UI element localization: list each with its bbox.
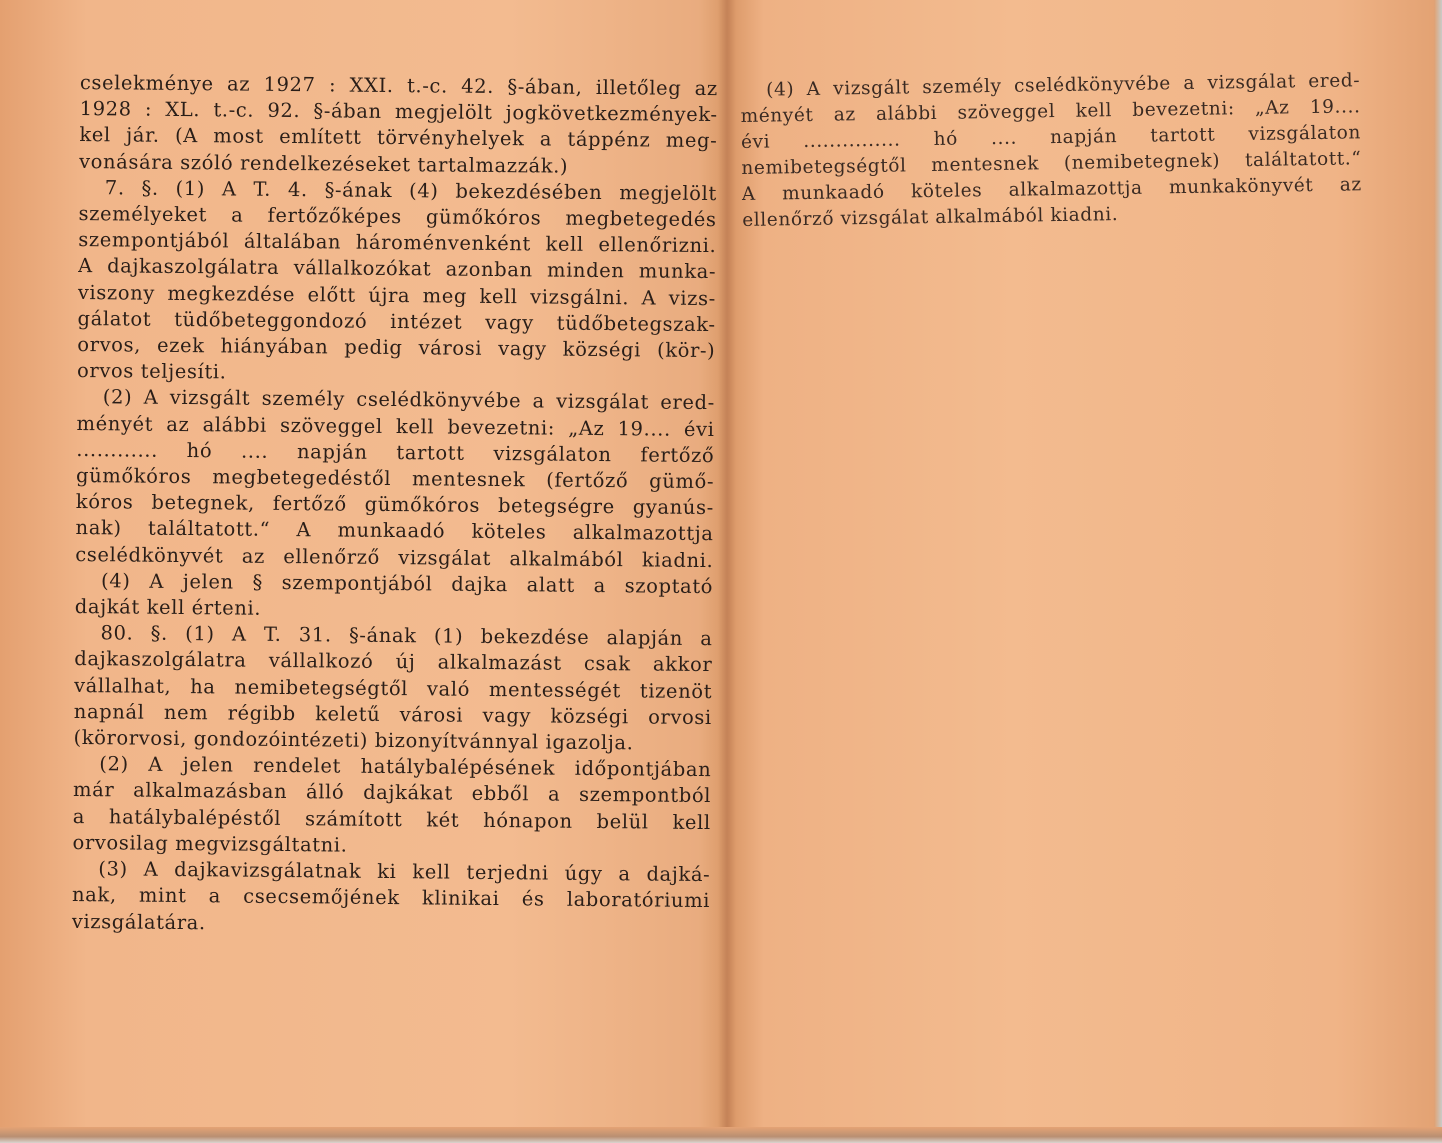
text-line: orvosilag megvizsgáltatni.: [72, 830, 348, 857]
text-line: nak, mint a csecsemőjének klinikai és laboratóriumi: [71, 883, 711, 913]
text-line: vállalhat, ha nemibetegségtől való mentességét tizenöt: [73, 673, 713, 703]
text-line: napnál nem régibb keletű városi vagy községi orvosi: [73, 699, 712, 729]
text-line: (4) A jelen § szempontjából dajka alatt a szoptató: [100, 569, 714, 598]
text-line: orvos, ezek hiányában pedig városi vagy községi (kör-): [77, 333, 716, 363]
text-line: nemibetegségtől mentesnek (nemibetegnek) találtatott.“: [741, 148, 1362, 179]
text-line: dajkát kell érteni.: [74, 595, 262, 620]
text-line: ellenőrző vizsgálat alkalmából kiadni.: [742, 204, 1119, 231]
text-line: ............ hó .... napján tartott vizsgálaton fertőző: [76, 437, 715, 467]
text-line: szempontjából általában hároménvenként kell ellenőrizni.: [78, 228, 717, 258]
text-line: (4) A vizsgált személy cselédkönyvébe a vizsgálat ered-: [766, 70, 1361, 101]
text-line: (2) A vizsgált személy cselédkönyvébe a vizsgálat ered-: [102, 385, 715, 415]
text-line: (3) A dajkavizsgálatnak ki kell terjedni úgy a dajká-: [98, 857, 711, 887]
page-edge-right: [1434, 0, 1442, 1143]
page-edge-bottom: [0, 1127, 1442, 1143]
text-line: személyeket a fertőzőképes gümőkóros megbetegedés: [78, 202, 717, 232]
text-line: A dajkaszolgálatra vállalkozókat azonban minden munka-: [78, 254, 717, 284]
text-line: (körorvosi, gondozóintézeti) bizonyítvánnyal igazolja.: [73, 726, 634, 755]
text-line: kóros betegnek, fertőző gümőkóros betegségre gyanús-: [75, 490, 714, 520]
text-line: a hatálybalépéstől számított két hónapon belül kell: [72, 804, 711, 834]
text-line: (2) A jelen rendelet hatálybalépésének időpontjában: [99, 752, 712, 782]
text-line: 1928 : XL. t.-c. 92. §-ában megjelölt jogkövetkezmények-: [79, 97, 718, 127]
right-page-text: [740, 68, 1362, 234]
text-line: viszony megkezdése előtt újra meg kell vizsgálni. A vizs-: [77, 280, 716, 310]
text-line: cselekménye az 1927 : XXI. t.-c. 42. §-ában, illetőleg az: [79, 70, 718, 101]
text-line: cselédkönyvét az ellenőrző vizsgálat alkalmából kiadni.: [75, 542, 714, 572]
book-gutter: [718, 0, 736, 1143]
text-line: gálatot tüdőbeteggondozó intézet vagy tüdőbetegszak-: [77, 306, 716, 336]
text-line: évi ............... hó .... napján tartott vizsgálaton: [740, 122, 1362, 153]
text-line: ményét az alábbi szöveggel kell bevezetni: „Az 19.... évi: [76, 411, 715, 441]
text-line: gümőkóros megbetegedéstől mentesnek (fertőző gümő-: [75, 464, 715, 494]
text-line: 7. §. (1) A T. 4. §-ának (4) bekezdésében megjelölt: [104, 176, 717, 205]
text-line: nak) találtatott.“ A munkaadó köteles alkalmazottja: [75, 516, 714, 546]
text-line: orvos teljesíti.: [77, 359, 227, 384]
left-page-text: [72, 70, 718, 941]
text-line: ményét az alábbi szöveggel kell bevezetni: „Az 19....: [740, 96, 1361, 127]
text-line: már alkalmazásban álló dajkákat ebből a szempontból: [72, 778, 712, 808]
text-line: 80. §. (1) A T. 31. §-ának (1) bekezdése alapján a: [100, 621, 713, 651]
text-line: A munkaadó köteles alkalmazottja munkakönyvét az: [741, 174, 1362, 205]
text-line: dajkaszolgálatra vállalkozó új alkalmazást csak akkor: [74, 647, 713, 677]
text-line: kel jár. (A most említett törvényhelyek a táppénz meg-: [79, 123, 718, 153]
text-line: vonására szóló rendelkezéseket tartalmazzák.): [79, 149, 569, 178]
text-line: vizsgálatára.: [71, 909, 206, 934]
